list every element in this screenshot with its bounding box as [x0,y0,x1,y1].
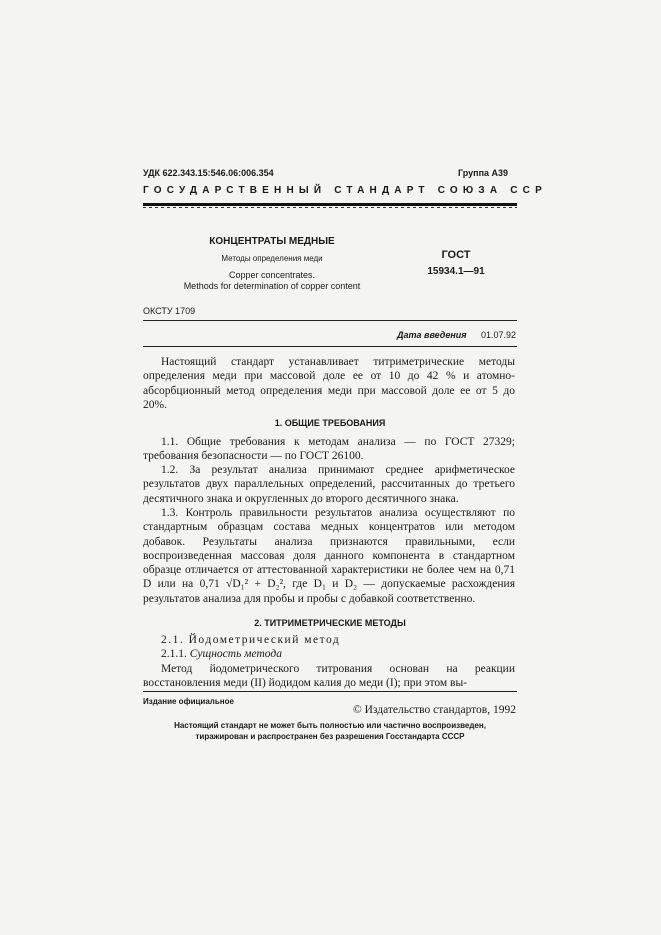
paragraph-2-1-1-number: 2.1.1. [161,648,187,660]
group-code: Группа А39 [458,168,509,178]
paragraph-2-1-1-title: Сущность метода [189,648,282,660]
document-title: КОНЦЕНТРАТЫ МЕДНЫЕ [209,236,335,247]
okstu-rule [143,320,517,321]
gost-number: 15934.1—91 [427,266,485,277]
header-rule [143,203,517,206]
section-1-heading: 1. ОБЩИЕ ТРЕБОВАНИЯ [274,418,386,428]
paragraph-1-1: 1.1. Общие требования к методам анализа — по ГОСТ 27329; требования безопасности — по ГОСТ 26100. [143,436,515,463]
official-edition: Издание официальное [143,697,234,706]
standard-banner: ГОСУДАРСТВЕННЫЙ СТАНДАРТ СОЮЗА ССР [143,185,547,196]
reproduction-notice [143,721,517,742]
date-rule [143,346,517,347]
paragraph-2-1: 2.1. Йодометрический метод [161,634,341,646]
gost-label: ГОСТ [441,249,471,261]
intro-paragraph: Настоящий стандарт устанавливает титриметрические методы определения меди при массовой доле ее от 10 до 42 % и атомно-абсорбционный метод определения меди при массовой доле ее от 5 до 20%. [143,356,515,411]
english-title: Copper concentrates. [228,270,316,280]
paragraph-1-2: 1.2. За результат анализа принимают среднее арифметическое результатов двух параллельных определений, рассчитанных до третьего десятичного знака и округленных до второго десятичного знака. [143,464,515,505]
paragraph-1-3: 1.3. Контроль правильности результатов анализа осуществляют по стандартным образцам состава медных концентратов или методом добавок. Результаты анализа признаются правильными, если воспроизведенная массовая доля данного компонента в стандартном образце отличается от аттестованной характеристики не более чем на 0,71 D или на 0,71 √D₁² + D₂², где D₁ и D₂ — допускаемые расхождения результатов анализа для пробы и пробы с добавкой соответственно. [143,507,515,605]
okstu-code: ОКСТУ 1709 [143,306,196,316]
udk-code: УДК 622.343.15:546.06:006.354 [143,168,274,178]
english-subtitle: Methods for determination of copper content [183,281,361,291]
section-2-heading: 2. ТИТРИМЕТРИЧЕСКИЕ МЕТОДЫ [254,618,406,628]
document-subtitle: Методы определения меди [221,254,323,263]
copyright-notice: © Издательство стандартов, 1992 [352,704,516,716]
intro-date-label: Дата введения [397,330,467,340]
intro-date-value: 01.07.92 [481,330,517,340]
paragraph-2-1-1 [161,648,282,660]
header-rule-dotted [143,207,517,208]
reproduction-notice-line-2: тиражирован и распространен без разрешения Госстандарта СССР [195,731,465,741]
method-paragraph: Метод йодометрического титрования основан на реакции восстановления меди (II) йодидом калия до меди (I); при этом вы- [143,663,515,690]
footer-rule [143,691,517,692]
reproduction-notice-line-1: Настоящий стандарт не может быть полностью или частично воспроизведен, [174,721,486,730]
